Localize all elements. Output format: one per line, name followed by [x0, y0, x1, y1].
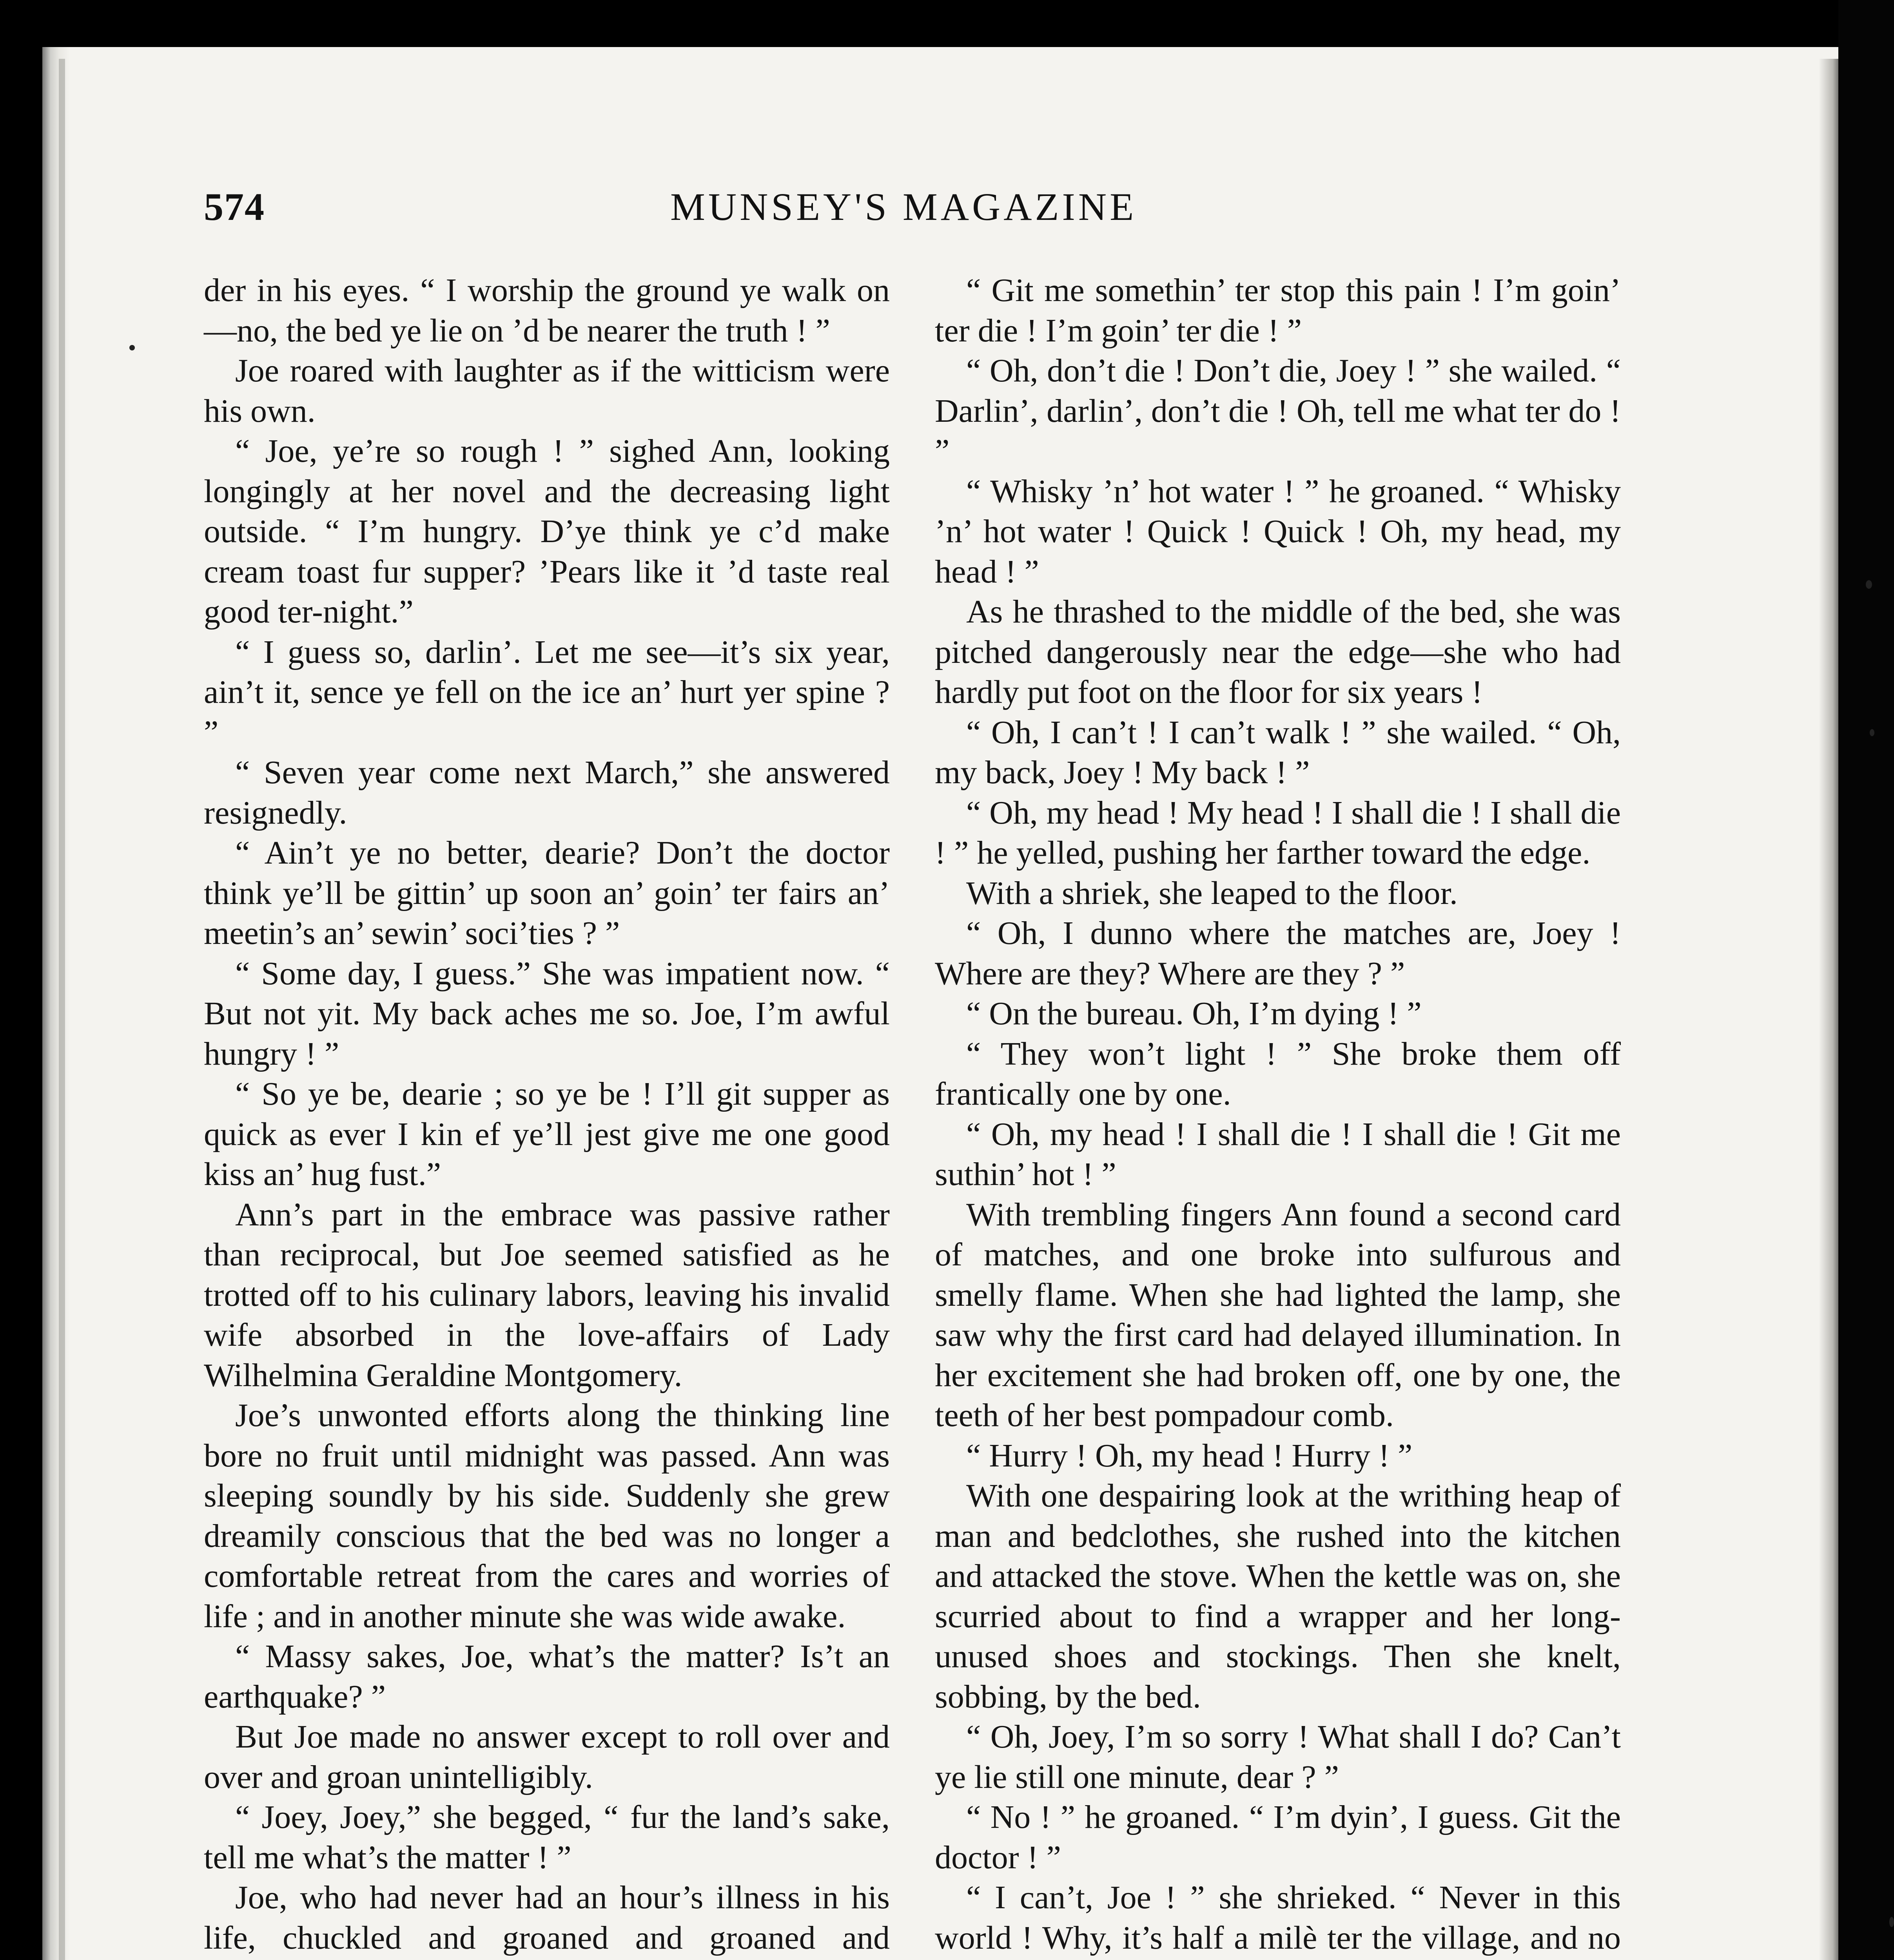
paragraph: “ I guess so, darlin’. Let me see—it’s six year, ain’t it, sence ye fell on the ice an’ hurt yer spine ? ” — [204, 633, 890, 751]
scan-speck — [129, 345, 135, 350]
scan-speck — [1870, 729, 1874, 736]
paragraph: Joe roared with laughter as if the witticism were his own. — [204, 352, 890, 429]
running-head — [0, 184, 1894, 239]
paragraph: “ I can’t, Joe ! ” she shrieked. “ Never in this world ! Why, it’s half a milè ter the village, and no — [935, 1879, 1621, 1956]
paragraph: “ Oh, my head ! I shall die ! I shall die ! Git me suthin’ hot ! ” — [935, 1116, 1621, 1192]
paragraph: “ Oh, Joey, I’m so sorry ! What shall I do? Can’t ye lie still one minute, dear ? ” — [935, 1719, 1621, 1795]
scan-speck — [1866, 580, 1872, 589]
scan-speck — [1889, 1917, 1894, 1927]
paragraph: “ Joey, Joey,” she begged, “ fur the land’s sake, tell me what’s the matter ! ” — [204, 1799, 890, 1876]
paragraph: der in his eyes. “ I worship the ground ye walk on—no, the bed ye lie on ’d be nearer the truth ! ” — [204, 272, 890, 349]
paragraph: But Joe made no answer except to roll over and over and groan unintelligibly. — [204, 1719, 890, 1795]
paragraph: Joe, who had never had an hour’s illness in his life, chuckled and groaned and groaned and — [204, 1879, 890, 1956]
paragraph: “ Oh, my head ! My head ! I shall die ! I shall die ! ” he yelled, pushing her farther toward the edge. — [935, 794, 1621, 871]
paragraph: “ Seven year come next March,” she answered resignedly. — [204, 754, 890, 831]
page-binding-line — [59, 59, 65, 1960]
paragraph: “ No ! ” he groaned. “ I’m dyin’, I guess. Git the doctor ! ” — [935, 1799, 1621, 1876]
paragraph: “ Oh, I dunno where the matches are, Joey ! Where are they? Where are they ? ” — [935, 915, 1621, 992]
paragraph: “ Ain’t ye no better, dearie? Don’t the doctor think ye’ll be gittin’ up soon an’ goin’ ter fairs an’ meetin’s an’ sewin’ soci’ties ? ” — [204, 835, 890, 951]
paragraph: “ On the bureau. Oh, I’m dying ! ” — [966, 995, 1422, 1032]
paragraph: “ Some day, I guess.” She was impatient now. “ But not yit. My back aches me so. Joe, I’m awful hungry ! ” — [204, 955, 890, 1072]
paragraph: With one despairing look at the writhing heap of man and bedclothes, she rushed into the kitchen and attacked the stove. When the kettle was on, she scurried about to find a wrapper and her long-unused shoes and stockings. Then she knelt, sobbing, by the bed. — [935, 1477, 1621, 1715]
paragraph: Joe’s unwonted efforts along the thinking line bore no fruit until midnight was passed. Ann was sleeping soundly by his side. Suddenly she grew dreamily conscious that the bed was no longer a comfortable retreat from the cares and worries of life ; and in another minute she was wide awake. — [204, 1397, 890, 1635]
paragraph: “ So ye be, dearie ; so ye be ! I’ll git supper as quick as ever I kin ef ye’ll jest give me one good kiss an’ hug fust.” — [204, 1076, 890, 1192]
paragraph: “ Hurry ! Oh, my head ! Hurry ! ” — [966, 1437, 1413, 1474]
paragraph: As he thrashed to the middle of the bed, she was pitched dangerously near the edge—she who had hardly put foot on the floor for six years ! — [935, 593, 1621, 710]
page-number: 574 — [204, 185, 265, 229]
paragraph: “ Oh, I can’t ! I can’t walk ! ” she wailed. “ Oh, my back, Joey ! My back ! ” — [935, 714, 1621, 791]
paragraph: “ Massy sakes, Joe, what’s the matter? Is’t an earthquake? ” — [204, 1638, 890, 1715]
paragraph: With a shriek, she leaped to the floor. — [966, 875, 1458, 911]
left-text-column — [204, 270, 890, 1960]
paragraph: “ Git me somethin’ ter stop this pain ! I’m goin’ ter die ! I’m goin’ ter die ! ” — [935, 272, 1621, 349]
page-binding-edge — [42, 47, 70, 1960]
paragraph: “ They won’t light ! ” She broke them off frantically one by one. — [935, 1035, 1621, 1112]
magazine-title: MUNSEY'S MAGAZINE — [670, 185, 1137, 229]
paragraph: “ Oh, don’t die ! Don’t die, Joey ! ” she wailed. “ Darlin’, darlin’, don’t die ! Oh, tell me what ter do ! ” — [935, 352, 1621, 469]
paragraph: “ Joe, ye’re so rough ! ” sighed Ann, looking longingly at her novel and the decreasing light outside. “ I’m hungry. D’ye think ye c’d make cream toast fur supper? ’Pears like it ’d taste real good ter-night.” — [204, 433, 890, 630]
paragraph: Ann’s part in the embrace was passive rather than reciprocal, but Joe seemed satisfied as he trotted off to his culinary labors, leaving his invalid wife absorbed in the love-affairs of Lady Wilhelmina Geraldine Montgomery. — [204, 1196, 890, 1394]
right-text-column — [935, 270, 1621, 1960]
paragraph: With trembling fingers Ann found a second card of matches, and one broke into sulfurous and smelly flame. When she had lighted the lamp, she saw why the first card had delayed illumination. In her excitement she had broken off, one by one, the teeth of her best pompadour comb. — [935, 1196, 1621, 1434]
paragraph: “ Whisky ’n’ hot water ! ” he groaned. “ Whisky ’n’ hot water ! Quick ! Quick ! Oh, my head, my head ! ” — [935, 473, 1621, 590]
adjacent-page-shadow — [1838, 0, 1894, 1960]
